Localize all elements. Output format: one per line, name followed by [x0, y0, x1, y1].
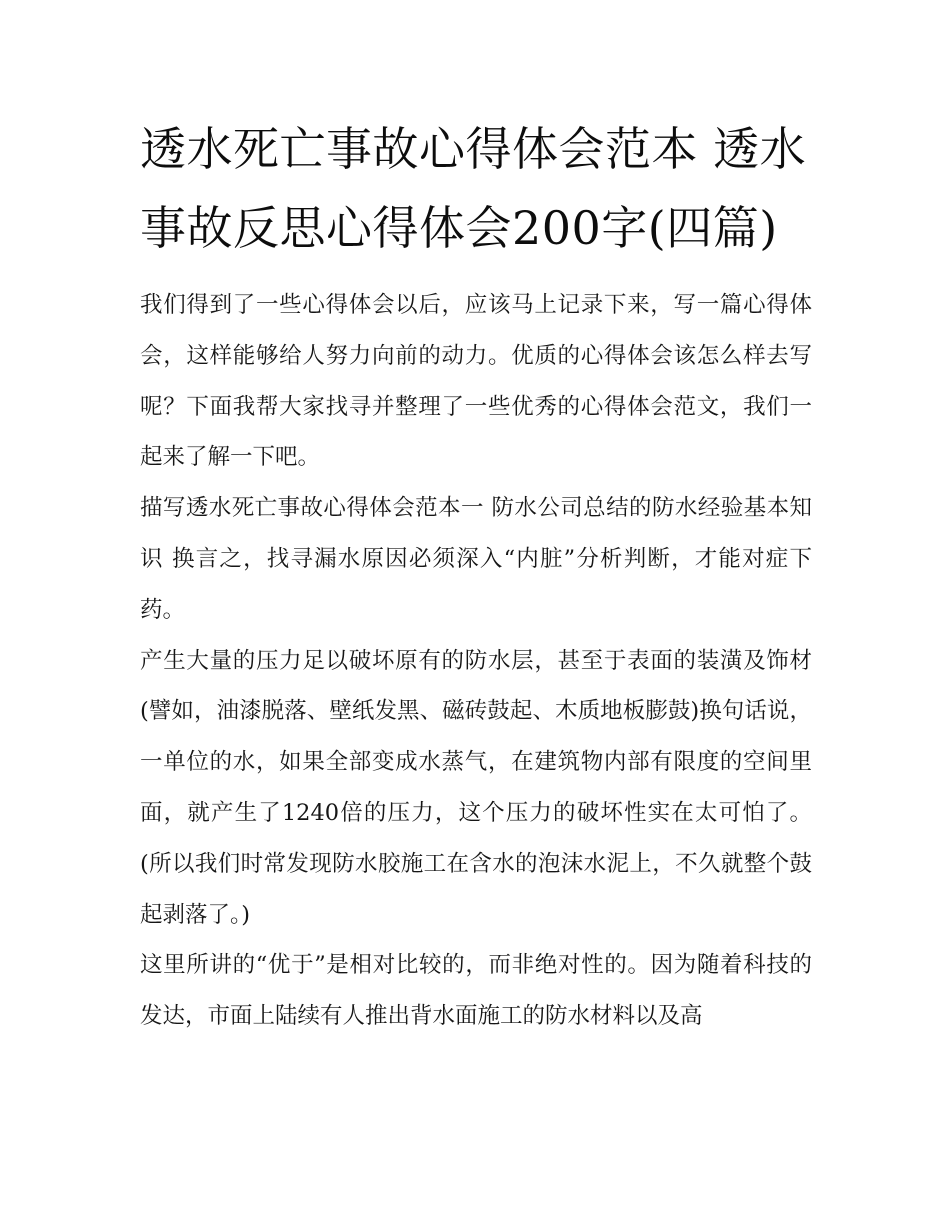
paragraph-intro: 我们得到了一些心得体会以后，应该马上记录下来，写一篇心得体会，这样能够给人努力向前的动力。优质的心得体会该怎么样去写呢？下面我帮大家找寻并整理了一些优秀的心得体会范文，我们一起来了解一下吧。: [140, 292, 812, 471]
document-body: [140, 280, 812, 1042]
paragraph-pressure: 产生大量的压力足以破坏原有的防水层，甚至于表面的装潢及饰材(譬如，油漆脱落、壁纸发黑、磁砖鼓起、木质地板膨鼓)换句话说，一单位的水，如果全部变成水蒸气，在建筑物内部有限度的空间里面，就产生了1240倍的压力，这个压力的破坏性实在太可怕了。(所以我们时常发现防水胶施工在含水的泡沫水泥上，不久就整个鼓起剥落了。): [140, 647, 812, 928]
document-page: [140, 110, 812, 1042]
paragraph-comparison: 这里所讲的“优于”是相对比较的，而非绝对性的。因为随着科技的发达，市面上陆续有人推出背水面施工的防水材料以及高: [140, 952, 812, 1030]
paragraph-section-one: 描写透水死亡事故心得体会范本一 防水公司总结的防水经验基本知识 换言之，找寻漏水原因必须深入“内脏”分析判断，才能对症下药。: [140, 495, 812, 623]
document-title: 透水死亡事故心得体会范本 透水事故反思心得体会200字(四篇): [140, 122, 807, 255]
